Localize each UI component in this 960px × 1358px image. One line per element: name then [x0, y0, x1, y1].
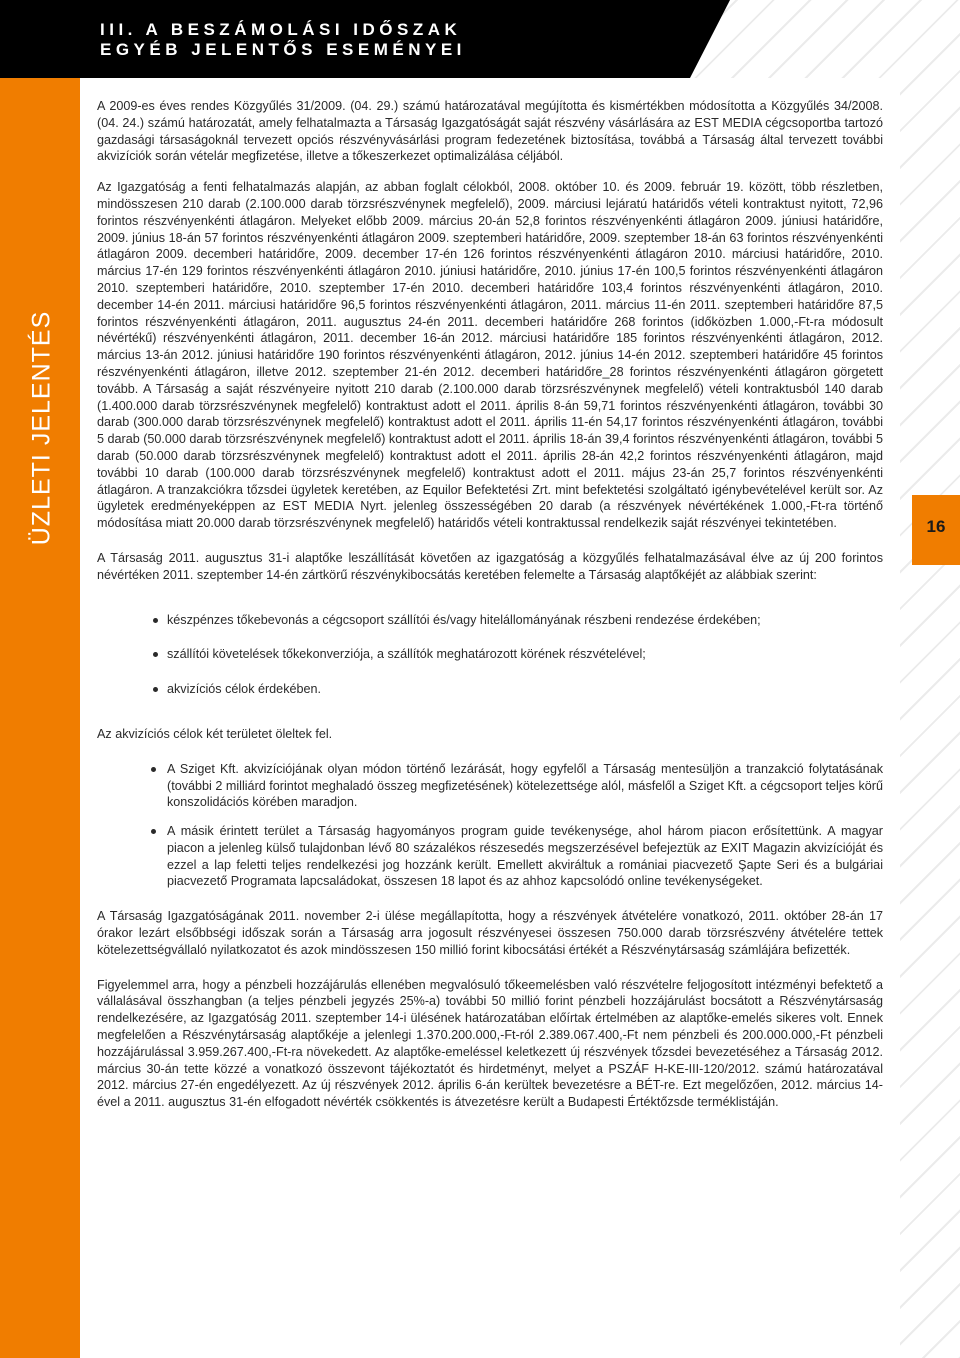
paragraph-capital-increase: A Társaság 2011. augusztus 31-i alaptőke leszállítását követően az igazgatóság a közgyűlés felhatalmazásával élve az új 200 forintos névértéken 2011. szeptember 14-én zártkörű részvénykibocsátás keretében felemelte a Társaság alaptőkéjét az alábbiak szerint:: [97, 550, 883, 582]
section-title-line2: EGYÉB JELENTŐS ESEMÉNYEI: [100, 40, 466, 59]
acquisition-list: [97, 761, 883, 891]
header-wedge: [690, 0, 730, 78]
list-item-text: A másik érintett terület a Társaság hagyományos program guide tevékenysége, ahol három piacon erősítettünk. A magyar piacon a jelenleg külső tulajdonban lévő 80 százalékos részesedés megszerzésével befejeztük az EXIT Magazin akvizícióját és ezzel a lap feletti teljes rendelkezési jog hozzánk került. Emellett akviráltuk a romániai piacvezető Şapte Seri és a bulgáriai piacvezető Programata lapcsaládokat, összesen 18 lapot és az ahhoz kapcsolódó online tevékenységeket.: [167, 824, 883, 889]
bullet-icon: [153, 618, 158, 623]
page-number-tab: [912, 495, 960, 565]
section-title-line1: III. A BESZÁMOLÁSI IDŐSZAK: [100, 20, 462, 39]
list-item-text: készpénzes tőkebevonás a cégcsoport szállítói és/vagy hitelállományának részbeni rendezése érdekében;: [167, 612, 761, 627]
list-item: [167, 761, 883, 811]
list-item: [167, 823, 883, 890]
list-item-text: akvizíciós célok érdekében.: [167, 682, 322, 697]
bullet-icon: [153, 687, 158, 692]
bullet-icon: [153, 652, 158, 657]
paragraph-acquisition-intro: Az akvizíciós célok két területet öleltek fel.: [97, 726, 333, 741]
list-item: [167, 681, 883, 698]
capital-increase-list: [97, 612, 883, 698]
list-item-text: A Sziget Kft. akvizíciójának olyan módon történő lezárását, hogy egyfelől a Társaság mentesüljön a tranzakció folytatásának (további 2 milliárd forintot meghaladó összeg megfizetésének) kötelezettsége alól, másfelől a Sziget Kft. a cégcsoport teljes körű konszolidációs körében maradjon.: [167, 761, 883, 810]
paragraph-subscription-result: A Társaság Igazgatóságának 2011. november 2-i ülése megállapította, hogy a részvények átvételére vonatkozó, 2011. október 28-án 17 órakor lezárt elsőbbségi időszak során a Társaság arra jogosult részvényesei összesen 750.000 darab törzsrészvény átvételére tettek kötelezettségvállaló nyilatkozatot és azok mindösszesen 150 millió forint kibocsátási értékét a Részvénytársaság számlájára befizették.: [97, 909, 883, 957]
bullet-icon: [151, 767, 156, 772]
page-number: 16: [926, 517, 946, 536]
paragraph-buyback-authorization: A 2009-es éves rendes Közgyűlés 31/2009. (04. 29.) számú határozatával megújította és kismértékben módosította a Közgyűlés 34/2008. (04. 24.) számú határozatát, amely felhatalmazta a Társaság Igazgatóságát saját részvény vásárlására az EST MEDIA cégcsoportba tartozó gazdasági társaságoknál tervezett opciós részvényvásárlási program fedezetének biztosítása, továbbá a Társaság által tervezett további akvizíciók során vételár megfizetése, illetve a tőkeszerkezet optimalizálása céljából.: [97, 99, 883, 164]
paragraph-capital-registration: Figyelemmel arra, hogy a pénzbeli hozzájárulás ellenében megvalósuló tőkeemelésben való részvételre feljogosított intézményi befektető a vállalásával összhangban (a teljes pénzbeli jegyzés 25%-a) további 50 millió forint pénzbeli hozzájárulást bocsátott a Részvénytársaság rendelkezésére, az Igazgatóság 2011. szeptember 14-i ülésének határozatában előírtak értelmében az alaptőke-emelés sikeres volt. Ennek megfelelően a Részvénytársaság alaptőkéje a jelenlegi 1.370.200.000,-Ft-ról 2.389.067.400,-Ft nem pénzbeli és 200.000.000,-Ft pénzbeli hozzájárulással 3.959.267.400,-Ft-ra növekedett. Az alaptőke-emeléssel keletkezett új részvények tőzsdei bevezetéséhez a Társaság 2012. március 30-án tette közzé a vonatkozó összevont tájékoztatót és hirdetményt, melyet a PSZÁF H-KE-III-120/2012. számú határozatával 2012. március 27-én engedélyezett. Az új részvények 2012. április 6-án kerültek bevezetésre a BÉT-re. Ezt megelőzően, 2012. március 14-ével a 2011. augusztus 31-én elfogadott névérték csökkentés is átvezetésre került a Budapesti Értéktőzsde terméklistáján.: [97, 977, 883, 1110]
list-item-text: szállítói követelések tőkekonverziója, a szállítók meghatározott körének részvételével;: [167, 647, 646, 662]
list-item: [167, 646, 883, 663]
section-title: [100, 20, 466, 60]
side-section-label: ÜZLETI JELENTÉS: [27, 310, 56, 546]
bullet-icon: [151, 829, 156, 834]
header-bar: [0, 0, 690, 78]
paragraph-forward-contracts: Az Igazgatóság a fenti felhatalmazás alapján, az abban foglalt célokból, 2008. október 10. és 2009. február 19. között, több részletben, mindösszesen 210 darab (2.100.000 darab törzsrészvénynek megfelelő), 2009. márciusi lejáratú határidős vételi kontraktust nyitott, 72,96 forintos részvényenkénti átlagáron. Melyeket előbb 2009. március 20-án 52,8 forintos részvényenkénti átlagáron 2009. júniusi határidőre, 2009. június 18-án 57 forintos részvényenkénti átlagáron 2009. szeptemberi határidőre, 2009. szeptember 18-án 63 forintos részvényenkénti átlagáron 2009. decemberi határidőre, 2009. december 17-én 126 forintos részvényenkénti átlagáron 2010. márciusi határidőre, 2010. március 17-én 129 forintos részvényenkénti átlagáron 2010. júniusi határidőre, 2010. június 17-én 100,5 forintos részvényenkénti átlagáron 2010. szeptemberi határidőre, 2010. szeptember 17-én 2010. decemberi határidőre 103,4 forintos részvényenkénti átlagáron, 2010. december 14-én 2011. márciusi határidőre 96,5 forintos részvényenkénti átlagáron, 2011. március 11-én 2011. szeptemberi határidőre 87,5 forintos részvényenkénti átlagáron, 2011. augusztus 24-én 2011. decemberi határidőre 268 forintos (időközben 1.000,-Ft-ra módosult névértékű) részvényenkénti átlagáron, 2011. december 16-án 2012. márciusi határidőre 185 forintos részvényenkénti átlagáron, 2012. március 13-án 2012. júniusi határidőre 190 forintos részvényenkénti átlagáron, 2012. június 14-én 2012. szeptemberi határidőre 45 forintos részvényenkénti átlagáron, illetve 2012. szeptember 21-én 2012. decemberi határidőre_28 forintos részvényenkénti átlagáron görgetett tovább. A Társaság a saját részvényeire nyitott 210 darab (2.100.000 darab törzsrészvénynek megfelelő) vételi kontraktusból 140 darab (1.400.000 darab törzsrészvénynek megfelelő) kontraktust adott el 2011. április 8-án 59,71 forintos részvényenkénti átlagáron, további 30 darab (300.000 darab törzsrészvénynek megfelelő) kontraktust adott el 2011. április 11-én 54,17 forintos részvényenkénti átlagáron, további 5 darab (50.000 darab törzsrészvénynek megfelelő) kontraktust adott el 2011. április 18-án 39,4 forintos részvényenkénti átlagáron, további 5 darab (50.000 darab törzsrészvénynek megfelelő) kontraktust adott el 2011. április 28-án 42,2 forintos részvényenkénti átlagáron, majd további 10 darab (100.000 darab törzsrészvénynek megfelelő) kontraktust adott el 2011. május 23-án 25,7 forintos részvényenkénti átlagáron. A tranzakciókra tőzsdei ügyletek keretében, az Equilor Befektetési Zrt. mint befektetési szolgáltató igénybevételével került sor. Az ügyletek eredményeképpen az EST MEDIA Nyrt. jelenleg összességében 20 darab (a részvények névértékének 1.000,-Ft-ra történő módosítása miatt 20.000 darab törzsrészvénynek megfelelő) határidős vételi kontraktussal rendelkezik saját részvényei tekintetében.: [97, 180, 883, 531]
list-item: [167, 612, 883, 629]
main-content: [97, 98, 883, 1111]
side-band: [0, 78, 80, 1358]
